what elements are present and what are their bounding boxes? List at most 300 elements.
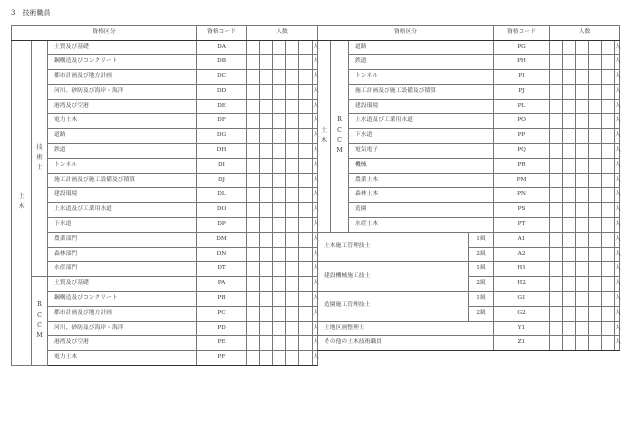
count-digit-box[interactable] bbox=[602, 247, 615, 262]
count-digit-box[interactable] bbox=[273, 232, 286, 247]
count-digit-box[interactable] bbox=[563, 188, 576, 203]
group-rccm-char: C bbox=[37, 311, 42, 319]
group-rccm-char: C bbox=[37, 321, 42, 329]
qualification-name: 河川、砂防及び海岸・海洋 bbox=[48, 321, 197, 336]
count-digit-box[interactable] bbox=[260, 351, 273, 366]
count-digit-box[interactable] bbox=[247, 55, 260, 70]
count-digit-box[interactable] bbox=[589, 262, 602, 277]
qualification-code: DB bbox=[197, 55, 247, 70]
unit-label: 人 bbox=[313, 114, 318, 129]
count-digit-box[interactable] bbox=[247, 351, 260, 366]
qualification-code: PI bbox=[494, 70, 550, 85]
count-digit-box[interactable] bbox=[563, 336, 576, 351]
qualification-name: 電力土木 bbox=[48, 351, 197, 366]
count-digit-box[interactable] bbox=[589, 114, 602, 129]
count-digit-box[interactable] bbox=[563, 203, 576, 218]
count-digit-box[interactable] bbox=[260, 232, 273, 247]
count-digit-box[interactable] bbox=[602, 129, 615, 144]
unit-label: 人 bbox=[615, 99, 620, 114]
count-digit-box[interactable] bbox=[247, 129, 260, 144]
count-digit-box[interactable] bbox=[563, 232, 576, 247]
count-digit-box[interactable] bbox=[550, 247, 563, 262]
count-digit-box[interactable] bbox=[576, 40, 589, 55]
count-digit-box[interactable] bbox=[602, 336, 615, 351]
count-digit-box[interactable] bbox=[550, 218, 563, 233]
group-rccm-char: R bbox=[337, 116, 342, 124]
table-row bbox=[12, 218, 318, 233]
count-digit-box[interactable] bbox=[286, 70, 299, 85]
count-digit-box[interactable] bbox=[273, 144, 286, 159]
count-digit-box[interactable] bbox=[247, 262, 260, 277]
qualification-code: PM bbox=[494, 173, 550, 188]
count-digit-box[interactable] bbox=[576, 306, 589, 321]
table-row bbox=[12, 144, 318, 159]
qualification-code: PL bbox=[494, 99, 550, 114]
count-digit-box[interactable] bbox=[550, 40, 563, 55]
unit-label: 人 bbox=[313, 232, 318, 247]
group-rccm-char: C bbox=[337, 136, 342, 144]
count-digit-box[interactable] bbox=[247, 114, 260, 129]
count-digit-box[interactable] bbox=[260, 114, 273, 129]
count-digit-box[interactable] bbox=[286, 114, 299, 129]
count-digit-box[interactable] bbox=[286, 306, 299, 321]
count-digit-box[interactable] bbox=[602, 55, 615, 70]
table-row bbox=[12, 306, 318, 321]
count-digit-box[interactable] bbox=[589, 321, 602, 336]
count-digit-box[interactable] bbox=[602, 277, 615, 292]
qualification-name: 農業部門 bbox=[48, 232, 197, 247]
table-row bbox=[318, 129, 620, 144]
count-digit-box[interactable] bbox=[550, 55, 563, 70]
qualification-name: 下水道 bbox=[349, 129, 494, 144]
table-row bbox=[12, 232, 318, 247]
count-digit-box[interactable] bbox=[260, 144, 273, 159]
count-digit-box[interactable] bbox=[260, 336, 273, 351]
unit-label: 人 bbox=[615, 129, 620, 144]
count-digit-box[interactable] bbox=[602, 262, 615, 277]
unit-label: 人 bbox=[615, 188, 620, 203]
count-digit-box[interactable] bbox=[273, 55, 286, 70]
qualification-code: PA bbox=[197, 277, 247, 292]
count-digit-box[interactable] bbox=[299, 99, 313, 114]
count-digit-box[interactable] bbox=[247, 218, 260, 233]
count-digit-box[interactable] bbox=[247, 232, 260, 247]
group-gijutsushi-char: 技 bbox=[36, 143, 43, 151]
table-row bbox=[318, 114, 620, 129]
qualification-name: 道路 bbox=[48, 129, 197, 144]
qualification-code: PJ bbox=[494, 84, 550, 99]
count-digit-box[interactable] bbox=[273, 336, 286, 351]
count-digit-box[interactable] bbox=[576, 70, 589, 85]
count-digit-box[interactable] bbox=[602, 99, 615, 114]
group-rccm-char: M bbox=[336, 147, 343, 155]
count-digit-box[interactable] bbox=[260, 55, 273, 70]
count-digit-box[interactable] bbox=[273, 70, 286, 85]
count-digit-box[interactable] bbox=[260, 70, 273, 85]
group-rccm-char: M bbox=[36, 332, 43, 340]
qualification-table-right bbox=[317, 25, 620, 351]
count-digit-box[interactable] bbox=[602, 292, 615, 307]
count-digit-box[interactable] bbox=[589, 158, 602, 173]
count-digit-box[interactable] bbox=[247, 203, 260, 218]
count-digit-box[interactable] bbox=[273, 292, 286, 307]
count-digit-box[interactable] bbox=[260, 218, 273, 233]
count-digit-box[interactable] bbox=[589, 306, 602, 321]
count-digit-box[interactable] bbox=[247, 306, 260, 321]
count-digit-box[interactable] bbox=[602, 321, 615, 336]
count-digit-box[interactable] bbox=[273, 40, 286, 55]
count-digit-box[interactable] bbox=[299, 262, 313, 277]
count-digit-box[interactable] bbox=[260, 262, 273, 277]
count-digit-box[interactable] bbox=[273, 351, 286, 366]
count-digit-box[interactable] bbox=[273, 203, 286, 218]
count-digit-box[interactable] bbox=[260, 129, 273, 144]
count-digit-box[interactable] bbox=[273, 321, 286, 336]
count-digit-box[interactable] bbox=[576, 277, 589, 292]
count-digit-box[interactable] bbox=[563, 292, 576, 307]
count-digit-box[interactable] bbox=[550, 129, 563, 144]
header-count: 人数 bbox=[550, 26, 620, 41]
count-digit-box[interactable] bbox=[576, 188, 589, 203]
count-digit-box[interactable] bbox=[247, 247, 260, 262]
count-digit-box[interactable] bbox=[550, 144, 563, 159]
count-digit-box[interactable] bbox=[247, 84, 260, 99]
count-digit-box[interactable] bbox=[602, 144, 615, 159]
count-digit-box[interactable] bbox=[273, 114, 286, 129]
count-digit-box[interactable] bbox=[550, 306, 563, 321]
count-digit-box[interactable] bbox=[576, 218, 589, 233]
count-digit-box[interactable] bbox=[286, 232, 299, 247]
count-digit-box[interactable] bbox=[273, 158, 286, 173]
count-digit-box[interactable] bbox=[273, 247, 286, 262]
count-digit-box[interactable] bbox=[550, 232, 563, 247]
count-digit-box[interactable] bbox=[602, 218, 615, 233]
count-digit-box[interactable] bbox=[260, 188, 273, 203]
count-digit-box[interactable] bbox=[563, 306, 576, 321]
qualification-code: PR bbox=[494, 158, 550, 173]
qualification-code: A2 bbox=[494, 247, 550, 262]
qualification-name: 上水道及び工業用水道 bbox=[48, 203, 197, 218]
group-doboku-char: 土 bbox=[320, 126, 328, 134]
count-digit-box[interactable] bbox=[260, 40, 273, 55]
count-digit-box[interactable] bbox=[273, 84, 286, 99]
grade-label: 2級 bbox=[469, 277, 494, 292]
table-row bbox=[318, 232, 620, 247]
table-row bbox=[12, 84, 318, 99]
count-digit-box[interactable] bbox=[602, 114, 615, 129]
count-digit-box[interactable] bbox=[299, 173, 313, 188]
count-digit-box[interactable] bbox=[299, 321, 313, 336]
group-gijutsushi bbox=[32, 40, 48, 277]
count-digit-box[interactable] bbox=[286, 351, 299, 366]
count-digit-box[interactable] bbox=[299, 70, 313, 85]
count-digit-box[interactable] bbox=[247, 158, 260, 173]
count-digit-box[interactable] bbox=[550, 203, 563, 218]
count-digit-box[interactable] bbox=[589, 232, 602, 247]
header-row bbox=[318, 26, 620, 41]
count-digit-box[interactable] bbox=[563, 158, 576, 173]
count-digit-box[interactable] bbox=[286, 292, 299, 307]
qualification-name: 土木施工管理技士 bbox=[318, 232, 469, 262]
count-digit-box[interactable] bbox=[299, 158, 313, 173]
count-digit-box[interactable] bbox=[286, 203, 299, 218]
unit-label: 人 bbox=[615, 306, 620, 321]
count-digit-box[interactable] bbox=[247, 321, 260, 336]
count-digit-box[interactable] bbox=[563, 321, 576, 336]
count-digit-box[interactable] bbox=[260, 158, 273, 173]
count-digit-box[interactable] bbox=[299, 129, 313, 144]
count-digit-box[interactable] bbox=[299, 336, 313, 351]
group-doboku-char: 木 bbox=[320, 136, 328, 144]
count-digit-box[interactable] bbox=[602, 232, 615, 247]
count-digit-box[interactable] bbox=[576, 129, 589, 144]
count-digit-box[interactable] bbox=[589, 144, 602, 159]
count-digit-box[interactable] bbox=[563, 247, 576, 262]
count-digit-box[interactable] bbox=[273, 306, 286, 321]
count-digit-box[interactable] bbox=[576, 203, 589, 218]
count-digit-box[interactable] bbox=[563, 262, 576, 277]
group-doboku-char: 木 bbox=[18, 203, 25, 211]
count-digit-box[interactable] bbox=[273, 262, 286, 277]
count-digit-box[interactable] bbox=[247, 277, 260, 292]
count-digit-box[interactable] bbox=[299, 277, 313, 292]
count-digit-box[interactable] bbox=[286, 40, 299, 55]
count-digit-box[interactable] bbox=[602, 306, 615, 321]
count-digit-box[interactable] bbox=[286, 218, 299, 233]
count-digit-box[interactable] bbox=[299, 114, 313, 129]
count-digit-box[interactable] bbox=[299, 55, 313, 70]
header-code: 資格コード bbox=[197, 26, 247, 41]
count-digit-box[interactable] bbox=[299, 292, 313, 307]
unit-label: 人 bbox=[313, 173, 318, 188]
table-row bbox=[318, 84, 620, 99]
count-digit-box[interactable] bbox=[602, 158, 615, 173]
count-digit-box[interactable] bbox=[299, 84, 313, 99]
count-digit-box[interactable] bbox=[550, 99, 563, 114]
count-digit-box[interactable] bbox=[286, 277, 299, 292]
count-digit-box[interactable] bbox=[563, 114, 576, 129]
unit-label: 人 bbox=[313, 292, 318, 307]
count-digit-box[interactable] bbox=[286, 188, 299, 203]
qualification-code: PS bbox=[494, 203, 550, 218]
qualification-code: PT bbox=[494, 218, 550, 233]
unit-label: 人 bbox=[615, 114, 620, 129]
unit-label: 人 bbox=[313, 336, 318, 351]
count-digit-box[interactable] bbox=[299, 40, 313, 55]
count-digit-box[interactable] bbox=[286, 321, 299, 336]
count-digit-box[interactable] bbox=[260, 247, 273, 262]
count-digit-box[interactable] bbox=[299, 203, 313, 218]
unit-label: 人 bbox=[313, 55, 318, 70]
count-digit-box[interactable] bbox=[589, 336, 602, 351]
count-digit-box[interactable] bbox=[286, 55, 299, 70]
count-digit-box[interactable] bbox=[273, 173, 286, 188]
count-digit-box[interactable] bbox=[247, 188, 260, 203]
count-digit-box[interactable] bbox=[589, 173, 602, 188]
table-row bbox=[318, 188, 620, 203]
count-digit-box[interactable] bbox=[299, 232, 313, 247]
grade-label: 1級 bbox=[469, 232, 494, 247]
count-digit-box[interactable] bbox=[563, 218, 576, 233]
unit-label: 人 bbox=[615, 55, 620, 70]
qualification-name: 造園施工管理技士 bbox=[318, 292, 469, 322]
count-digit-box[interactable] bbox=[576, 158, 589, 173]
count-digit-box[interactable] bbox=[589, 247, 602, 262]
count-digit-box[interactable] bbox=[602, 173, 615, 188]
count-digit-box[interactable] bbox=[589, 70, 602, 85]
count-digit-box[interactable] bbox=[299, 306, 313, 321]
count-digit-box[interactable] bbox=[260, 277, 273, 292]
count-digit-box[interactable] bbox=[576, 336, 589, 351]
count-digit-box[interactable] bbox=[260, 99, 273, 114]
count-digit-box[interactable] bbox=[576, 99, 589, 114]
count-digit-box[interactable] bbox=[602, 70, 615, 85]
count-digit-box[interactable] bbox=[550, 70, 563, 85]
count-digit-box[interactable] bbox=[286, 84, 299, 99]
group-gijutsushi-char: 術 bbox=[36, 153, 43, 161]
count-digit-box[interactable] bbox=[576, 84, 589, 99]
count-digit-box[interactable] bbox=[299, 351, 313, 366]
count-digit-box[interactable] bbox=[286, 173, 299, 188]
count-digit-box[interactable] bbox=[589, 218, 602, 233]
count-digit-box[interactable] bbox=[563, 277, 576, 292]
count-digit-box[interactable] bbox=[260, 203, 273, 218]
count-digit-box[interactable] bbox=[260, 84, 273, 99]
count-digit-box[interactable] bbox=[602, 188, 615, 203]
count-digit-box[interactable] bbox=[550, 292, 563, 307]
count-digit-box[interactable] bbox=[589, 84, 602, 99]
count-digit-box[interactable] bbox=[550, 262, 563, 277]
count-digit-box[interactable] bbox=[550, 158, 563, 173]
count-digit-box[interactable] bbox=[563, 173, 576, 188]
count-digit-box[interactable] bbox=[576, 262, 589, 277]
count-digit-box[interactable] bbox=[286, 247, 299, 262]
count-digit-box[interactable] bbox=[576, 232, 589, 247]
count-digit-box[interactable] bbox=[563, 40, 576, 55]
count-digit-box[interactable] bbox=[576, 144, 589, 159]
count-digit-box[interactable] bbox=[550, 114, 563, 129]
count-digit-box[interactable] bbox=[563, 84, 576, 99]
count-digit-box[interactable] bbox=[550, 84, 563, 99]
qualification-code: PG bbox=[494, 40, 550, 55]
count-digit-box[interactable] bbox=[576, 321, 589, 336]
qualification-name: 電力土木 bbox=[48, 114, 197, 129]
count-digit-box[interactable] bbox=[247, 144, 260, 159]
count-digit-box[interactable] bbox=[247, 40, 260, 55]
qualification-name: トンネル bbox=[48, 158, 197, 173]
count-digit-box[interactable] bbox=[273, 277, 286, 292]
count-digit-box[interactable] bbox=[550, 336, 563, 351]
count-digit-box[interactable] bbox=[563, 55, 576, 70]
count-digit-box[interactable] bbox=[589, 55, 602, 70]
count-digit-box[interactable] bbox=[550, 321, 563, 336]
count-digit-box[interactable] bbox=[576, 114, 589, 129]
count-digit-box[interactable] bbox=[563, 144, 576, 159]
count-digit-box[interactable] bbox=[247, 336, 260, 351]
count-digit-box[interactable] bbox=[550, 188, 563, 203]
qualification-name: 鋼構造及びコンクリート bbox=[48, 55, 197, 70]
count-digit-box[interactable] bbox=[589, 203, 602, 218]
table-row bbox=[318, 40, 620, 55]
count-digit-box[interactable] bbox=[550, 173, 563, 188]
count-digit-box[interactable] bbox=[299, 247, 313, 262]
count-digit-box[interactable] bbox=[576, 247, 589, 262]
count-digit-box[interactable] bbox=[602, 203, 615, 218]
qualification-code: PD bbox=[197, 321, 247, 336]
count-digit-box[interactable] bbox=[589, 292, 602, 307]
qualification-name: 建設環境 bbox=[48, 188, 197, 203]
unit-label: 人 bbox=[615, 40, 620, 55]
count-digit-box[interactable] bbox=[299, 218, 313, 233]
count-digit-box[interactable] bbox=[299, 144, 313, 159]
count-digit-box[interactable] bbox=[576, 173, 589, 188]
count-digit-box[interactable] bbox=[260, 306, 273, 321]
count-digit-box[interactable] bbox=[247, 70, 260, 85]
qualification-name: 建設機械施工技士 bbox=[318, 262, 469, 292]
count-digit-box[interactable] bbox=[273, 99, 286, 114]
unit-label: 人 bbox=[615, 158, 620, 173]
table-row bbox=[12, 203, 318, 218]
table-row bbox=[12, 55, 318, 70]
count-digit-box[interactable] bbox=[247, 99, 260, 114]
qualification-name: 水産土木 bbox=[349, 218, 494, 233]
qualification-code: PE bbox=[197, 336, 247, 351]
unit-label: 人 bbox=[615, 70, 620, 85]
count-digit-box[interactable] bbox=[589, 99, 602, 114]
count-digit-box[interactable] bbox=[273, 188, 286, 203]
count-digit-box[interactable] bbox=[563, 129, 576, 144]
qualification-code: Y1 bbox=[494, 321, 550, 336]
unit-label: 人 bbox=[615, 321, 620, 336]
count-digit-box[interactable] bbox=[260, 173, 273, 188]
count-digit-box[interactable] bbox=[286, 158, 299, 173]
count-digit-box[interactable] bbox=[247, 173, 260, 188]
qualification-code: G2 bbox=[494, 306, 550, 321]
count-digit-box[interactable] bbox=[273, 129, 286, 144]
count-digit-box[interactable] bbox=[550, 277, 563, 292]
table-row bbox=[318, 144, 620, 159]
count-digit-box[interactable] bbox=[602, 40, 615, 55]
qualification-code: DL bbox=[197, 188, 247, 203]
count-digit-box[interactable] bbox=[589, 277, 602, 292]
count-digit-box[interactable] bbox=[260, 321, 273, 336]
count-digit-box[interactable] bbox=[589, 129, 602, 144]
count-digit-box[interactable] bbox=[576, 292, 589, 307]
qualification-name: その他の土木技術職員 bbox=[318, 336, 494, 351]
count-digit-box[interactable] bbox=[286, 262, 299, 277]
qualification-code: DO bbox=[197, 203, 247, 218]
count-digit-box[interactable] bbox=[286, 336, 299, 351]
qualification-name: 建設環境 bbox=[349, 99, 494, 114]
count-digit-box[interactable] bbox=[260, 292, 273, 307]
count-digit-box[interactable] bbox=[576, 55, 589, 70]
count-digit-box[interactable] bbox=[589, 40, 602, 55]
qualification-code: Z1 bbox=[494, 336, 550, 351]
count-digit-box[interactable] bbox=[589, 188, 602, 203]
count-digit-box[interactable] bbox=[286, 144, 299, 159]
qualification-code: DH bbox=[197, 144, 247, 159]
count-digit-box[interactable] bbox=[286, 99, 299, 114]
count-digit-box[interactable] bbox=[563, 99, 576, 114]
qualification-code: DF bbox=[197, 114, 247, 129]
count-digit-box[interactable] bbox=[563, 70, 576, 85]
count-digit-box[interactable] bbox=[273, 218, 286, 233]
count-digit-box[interactable] bbox=[602, 84, 615, 99]
count-digit-box[interactable] bbox=[286, 129, 299, 144]
table-row bbox=[318, 70, 620, 85]
count-digit-box[interactable] bbox=[247, 292, 260, 307]
count-digit-box[interactable] bbox=[299, 188, 313, 203]
